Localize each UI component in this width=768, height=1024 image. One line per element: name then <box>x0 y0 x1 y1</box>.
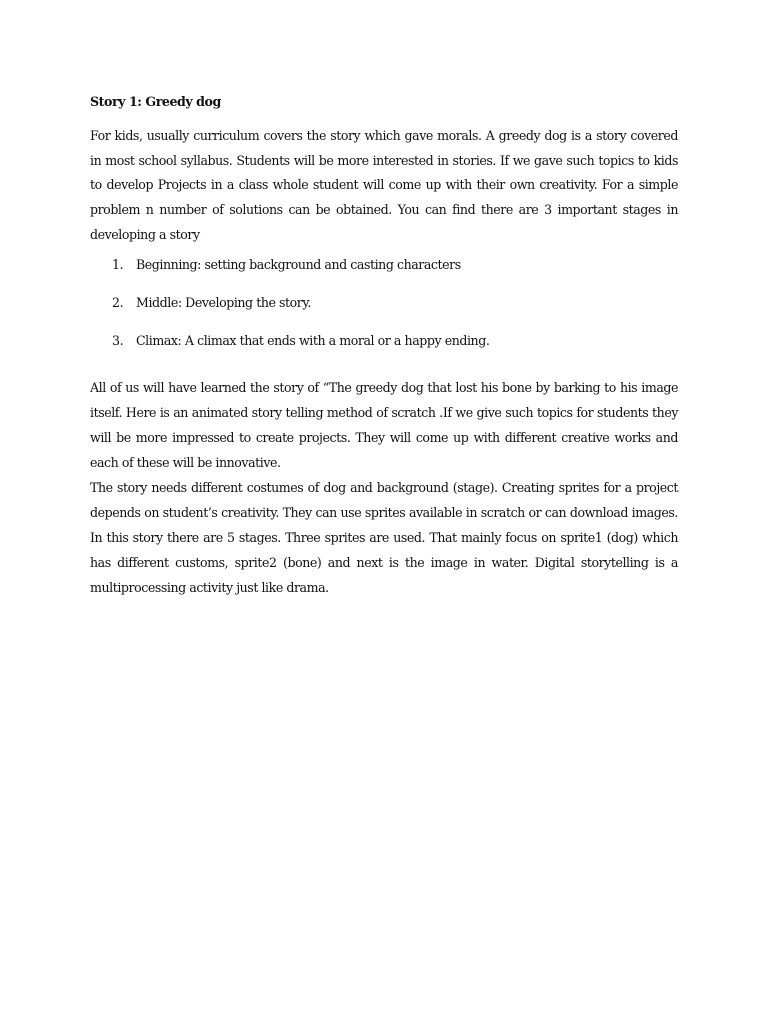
list-item-text: Climax: A climax that ends with a moral or a happy ending. <box>136 332 490 348</box>
document-page <box>90 93 678 600</box>
intro-paragraph: For kids, usually curriculum covers the story which gave morals. A greedy dog is a story covered in most school syllabus. Students will be more interested in stories. If we gave such topics to kids to develop Projects in a class whole student will come up with their own creativity. For a simple problem n number of solutions can be obtained. You can find there are 3 important stages in developing a story <box>90 128 678 242</box>
list-item-text: Middle: Developing the story. <box>136 294 311 310</box>
list-item-number: 3. <box>112 332 124 348</box>
list-item <box>90 256 678 294</box>
list-item-number: 2. <box>112 294 124 310</box>
sprites-paragraph: The story needs different costumes of dog and background (stage). Creating sprites for a project depends on student’s creativity. They can use sprites available in scratch or can download images. In this story there are 5 stages. Three sprites are used. That mainly focus on sprite1 (dog) which has different customs, sprite2 (bone) and next is the image in water. Digital storytelling is a multiprocessing activity just like drama. <box>90 479 678 595</box>
list-item <box>90 294 678 332</box>
story-title: Story 1: Greedy dog <box>90 94 221 109</box>
list-item-number: 1. <box>112 256 124 272</box>
list-item <box>90 332 678 370</box>
story-paragraph: All of us will have learned the story of “The greedy dog that lost his bone by barking to his image itself. Here is an animated story telling method of scratch .If we give such topics for students they will be more impressed to create projects. They will come up with different creative works and each of these will be innovative. <box>90 379 678 470</box>
stages-list <box>90 256 678 370</box>
list-item-text: Beginning: setting background and casting characters <box>136 256 461 272</box>
